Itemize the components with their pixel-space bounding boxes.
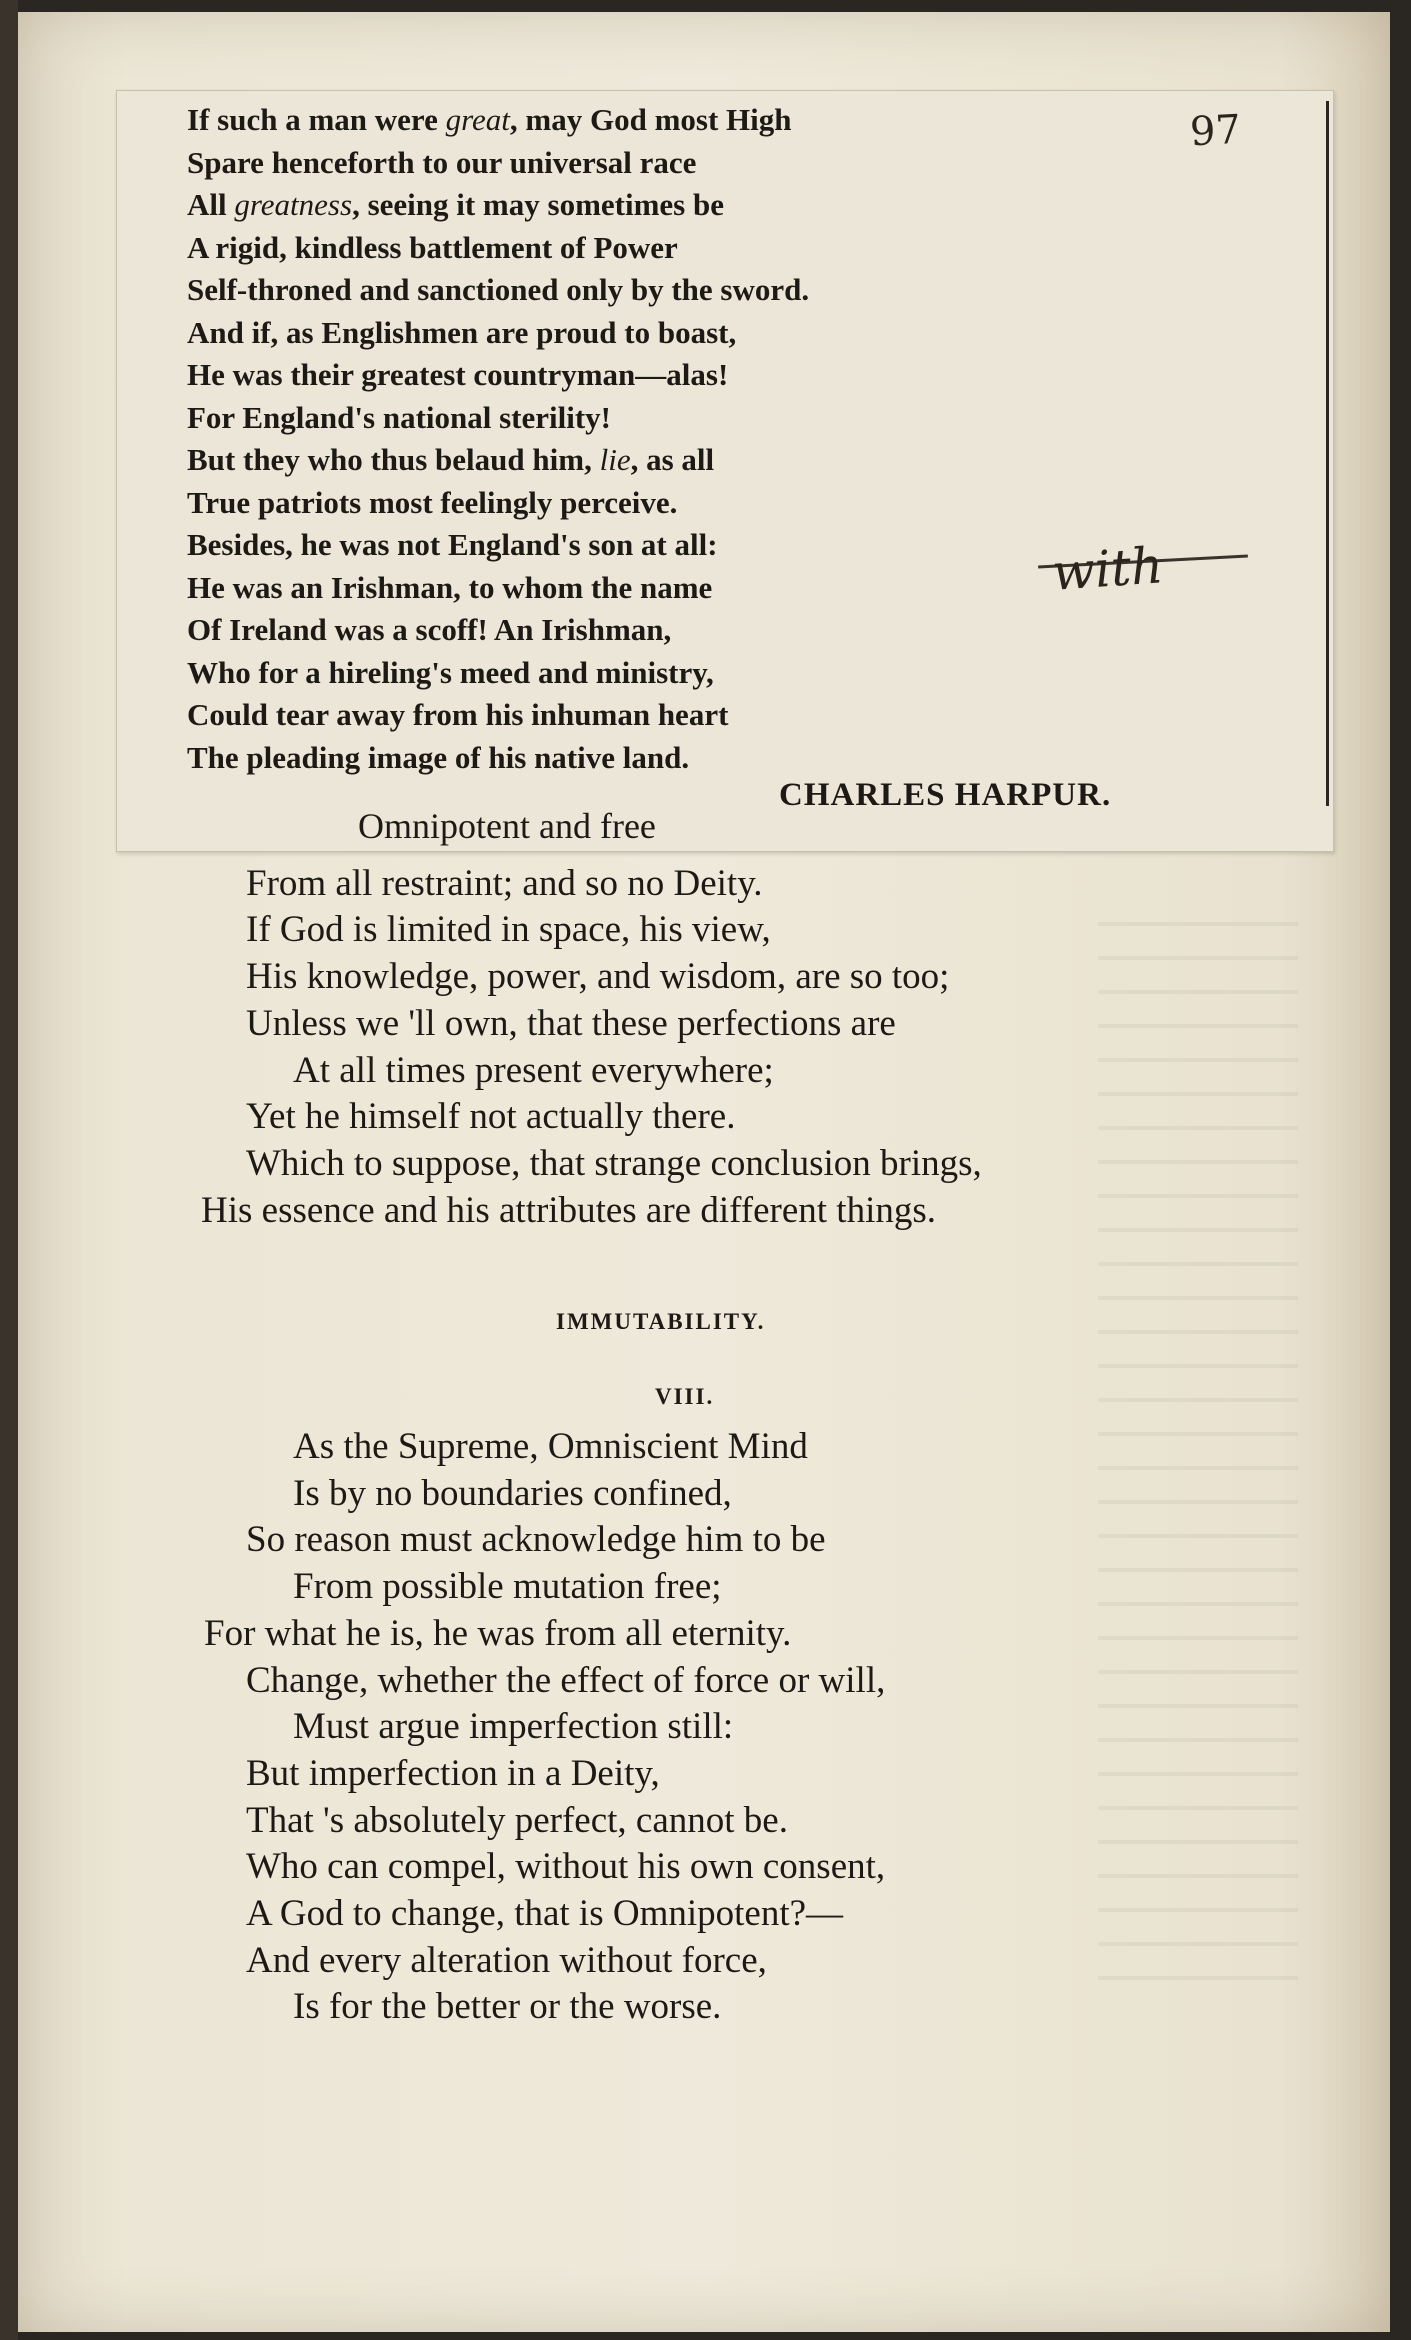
verse-line: Unless we 'll own, that these perfections are — [246, 1003, 896, 1044]
verse-line: As the Supreme, Omniscient Mind — [293, 1426, 808, 1467]
clipping-line: Of Ireland was a scoff! An Irishman, — [187, 612, 672, 647]
clipping-line: Could tear away from his inhuman heart — [187, 697, 729, 732]
handwritten-annotation: with — [1050, 536, 1165, 602]
verse-line: And every alteration without force, — [246, 1940, 767, 1981]
clipping-line: All greatness, seeing it may sometimes be — [187, 187, 724, 222]
verse-line: Is for the better or the worse. — [293, 1986, 722, 2027]
verse-line: His essence and his attributes are different things. — [201, 1190, 936, 1231]
verse-line: So reason must acknowledge him to be — [246, 1519, 826, 1560]
handwritten-page-number: 97 — [1188, 106, 1243, 156]
clipping-author: CHARLES HARPUR. — [779, 777, 1112, 813]
section-title: IMMUTABILITY. — [556, 1309, 766, 1334]
clipping-line: Spare henceforth to our universal race — [187, 144, 697, 180]
clipping-line: Who for a hireling's meed and ministry, — [187, 654, 714, 690]
book-spine — [0, 0, 18, 2340]
clipping-line: Besides, he was not England's son at all: — [187, 527, 718, 562]
verse-line: Is by no boundaries confined, — [293, 1473, 732, 1514]
verse-line: A God to change, that is Omnipotent?— — [246, 1893, 844, 1934]
clipping-line: He was an Irishman, to whom the name — [187, 569, 713, 605]
verse-line: From all restraint; and so no Deity. — [246, 863, 763, 904]
verse-line: Change, whether the effect of force or will, — [246, 1660, 886, 1701]
verse-line: Who can compel, without his own consent, — [246, 1846, 886, 1887]
clipping-line: And if, as Englishmen are proud to boast, — [187, 314, 737, 350]
verse-line: Must argue imperfection still: — [293, 1706, 734, 1747]
clipping-line: True patriots most feelingly perceive. — [187, 484, 678, 520]
show-through-text — [1098, 892, 1298, 1992]
partially-covered-line: Omnipotent and free — [358, 806, 656, 846]
verse-line: But imperfection in a Deity, — [246, 1753, 660, 1794]
verse-line: For what he is, he was from all eternity. — [204, 1613, 792, 1654]
clipping-line: The pleading image of his native land. — [187, 739, 690, 775]
clipping-line: For England's national sterility! — [187, 399, 611, 435]
verse-line: His knowledge, power, and wisdom, are so too; — [246, 956, 950, 997]
clipping-line: If such a man were great, may God most High — [187, 102, 792, 137]
clipping-line: But they who thus belaud him, lie, as all — [187, 442, 715, 477]
verse-line: That 's absolutely perfect, cannot be. — [246, 1800, 788, 1841]
verse-line: From possible mutation free; — [293, 1566, 722, 1607]
clipping-poem — [187, 99, 809, 779]
newspaper-clipping — [116, 90, 1334, 852]
clipping-line: He was their greatest countryman—alas! — [187, 357, 729, 392]
section-number: VIII. — [655, 1384, 715, 1409]
verse-line: Yet he himself not actually there. — [246, 1096, 736, 1137]
verse-line: If God is limited in space, his view, — [246, 909, 771, 950]
clipping-line: Self-throned and sanctioned only by the sword. — [187, 272, 810, 307]
verse-line: Which to suppose, that strange conclusion brings, — [246, 1143, 982, 1184]
book-page — [18, 12, 1390, 2332]
clipping-line: A rigid, kindless battlement of Power — [187, 229, 678, 265]
verse-line: At all times present everywhere; — [293, 1050, 774, 1091]
clipping-border-rule — [1326, 101, 1329, 806]
